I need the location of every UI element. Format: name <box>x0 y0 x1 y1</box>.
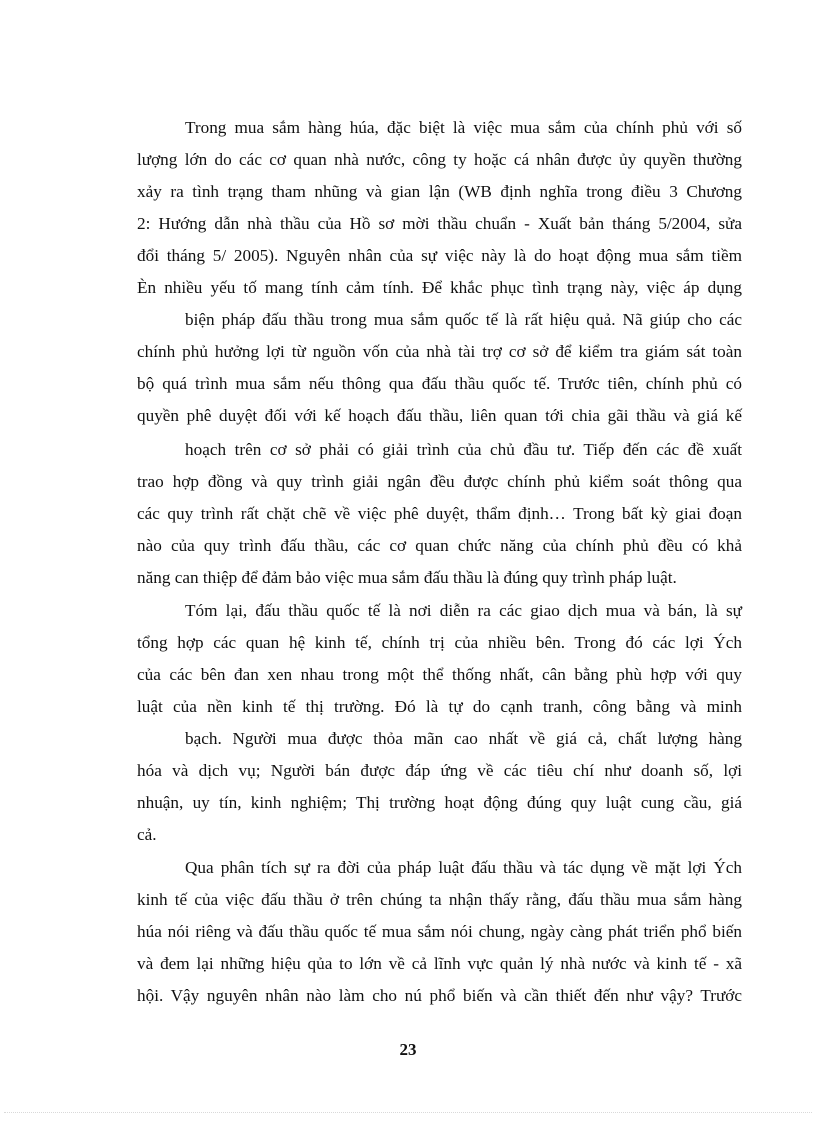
page-bottom-divider <box>4 1112 812 1113</box>
text-line: nhuận, uy tín, kinh nghiệm; Thị trường hoạt động đúng quy luật cung cầu, giá <box>137 793 742 812</box>
text-line: bộ quá trình mua sắm nếu thông qua đấu thầu quốc tế. Trước tiên, chính phủ có <box>137 374 742 393</box>
text-line: Trong mua sắm hàng húa, đặc biệt là việc mua sắm của chính phủ với số <box>185 118 742 137</box>
text-line: bạch. Người mua được thỏa mãn cao nhất về giá cả, chất lượng hàng <box>185 729 742 748</box>
text-line: trao hợp đồng và quy trình giải ngân đều được chính phủ kiểm soát thông qua <box>137 472 742 491</box>
text-line: năng can thiệp để đảm bảo việc mua sắm đấu thầu là đúng quy trình pháp luật. <box>137 568 677 587</box>
text-line: biện pháp đấu thầu trong mua sắm quốc tế là rất hiệu quả. Nã giúp cho các <box>185 310 742 329</box>
text-line: tổng hợp các quan hệ kinh tế, chính trị của nhiều bên. Trong đó các lợi Ých <box>137 633 742 652</box>
text-line: Qua phân tích sự ra đời của pháp luật đấu thầu và tác dụng về mặt lợi Ých <box>185 858 742 877</box>
text-line: Tóm lại, đấu thầu quốc tế là nơi diễn ra các giao dịch mua và bán, là sự <box>185 601 742 620</box>
text-line: húa nói riêng và đấu thầu quốc tế mua sắm nói chung, ngày càng phát triển phổ biến <box>137 922 742 941</box>
text-line: của các bên đan xen nhau trong một thể thống nhất, cân bằng phù hợp với quy <box>137 665 742 684</box>
text-line: lượng lớn do các cơ quan nhà nước, công ty hoặc cá nhân được ủy quyền thường <box>137 150 742 169</box>
text-line: chính phủ hưởng lợi từ nguồn vốn của nhà tài trợ cơ sở để kiểm tra giám sát toàn <box>137 342 742 361</box>
text-line: hóa và dịch vụ; Người bán được đáp ứng về các tiêu chí như doanh số, lợi <box>137 761 742 780</box>
text-line: kinh tế của việc đấu thầu ở trên chúng ta nhận thấy rằng, đấu thầu mua sắm hàng <box>137 890 742 909</box>
text-line: hoạch trên cơ sở phải có giải trình của chủ đầu tư. Tiếp đến các đề xuất <box>185 440 742 459</box>
text-line: luật của nền kinh tế thị trường. Đó là tự do cạnh tranh, công bằng và minh <box>137 697 742 716</box>
text-line: xảy ra tình trạng tham nhũng và gian lận (WB định nghĩa trong điều 3 Chương <box>137 182 742 201</box>
text-line: hội. Vậy nguyên nhân nào làm cho nú phổ biến và cần thiết đến như vậy? Trước <box>137 986 742 1005</box>
text-line: và đem lại những hiệu qủa to lớn về cả lĩnh vực quản lý nhà nước và kinh tế - xã <box>137 954 742 973</box>
text-line: đổi tháng 5/ 2005). Nguyên nhân của sự việc này là do hoạt động mua sắm tiềm <box>137 246 742 265</box>
text-line: 2: Hướng dẫn nhà thầu của Hồ sơ mời thầu chuẩn - Xuất bản tháng 5/2004, sửa <box>137 214 742 233</box>
text-line: quyền phê duyệt đối với kế hoạch đấu thầu, liên quan tới chia gãi thầu và giá kế <box>137 406 742 425</box>
text-line: cả. <box>137 825 157 844</box>
text-line: các quy trình rất chặt chẽ về việc phê duyệt, thẩm định… Trong bất kỳ giai đoạn <box>137 504 742 523</box>
text-line: nào của quy trình đấu thầu, các cơ quan chức năng của chính phủ đều có khả <box>137 536 742 555</box>
text-line: Èn nhiều yếu tố mang tính cảm tính. Để khắc phục tình trạng này, việc áp dụng <box>137 278 742 297</box>
page-number: 23 <box>399 1040 417 1059</box>
